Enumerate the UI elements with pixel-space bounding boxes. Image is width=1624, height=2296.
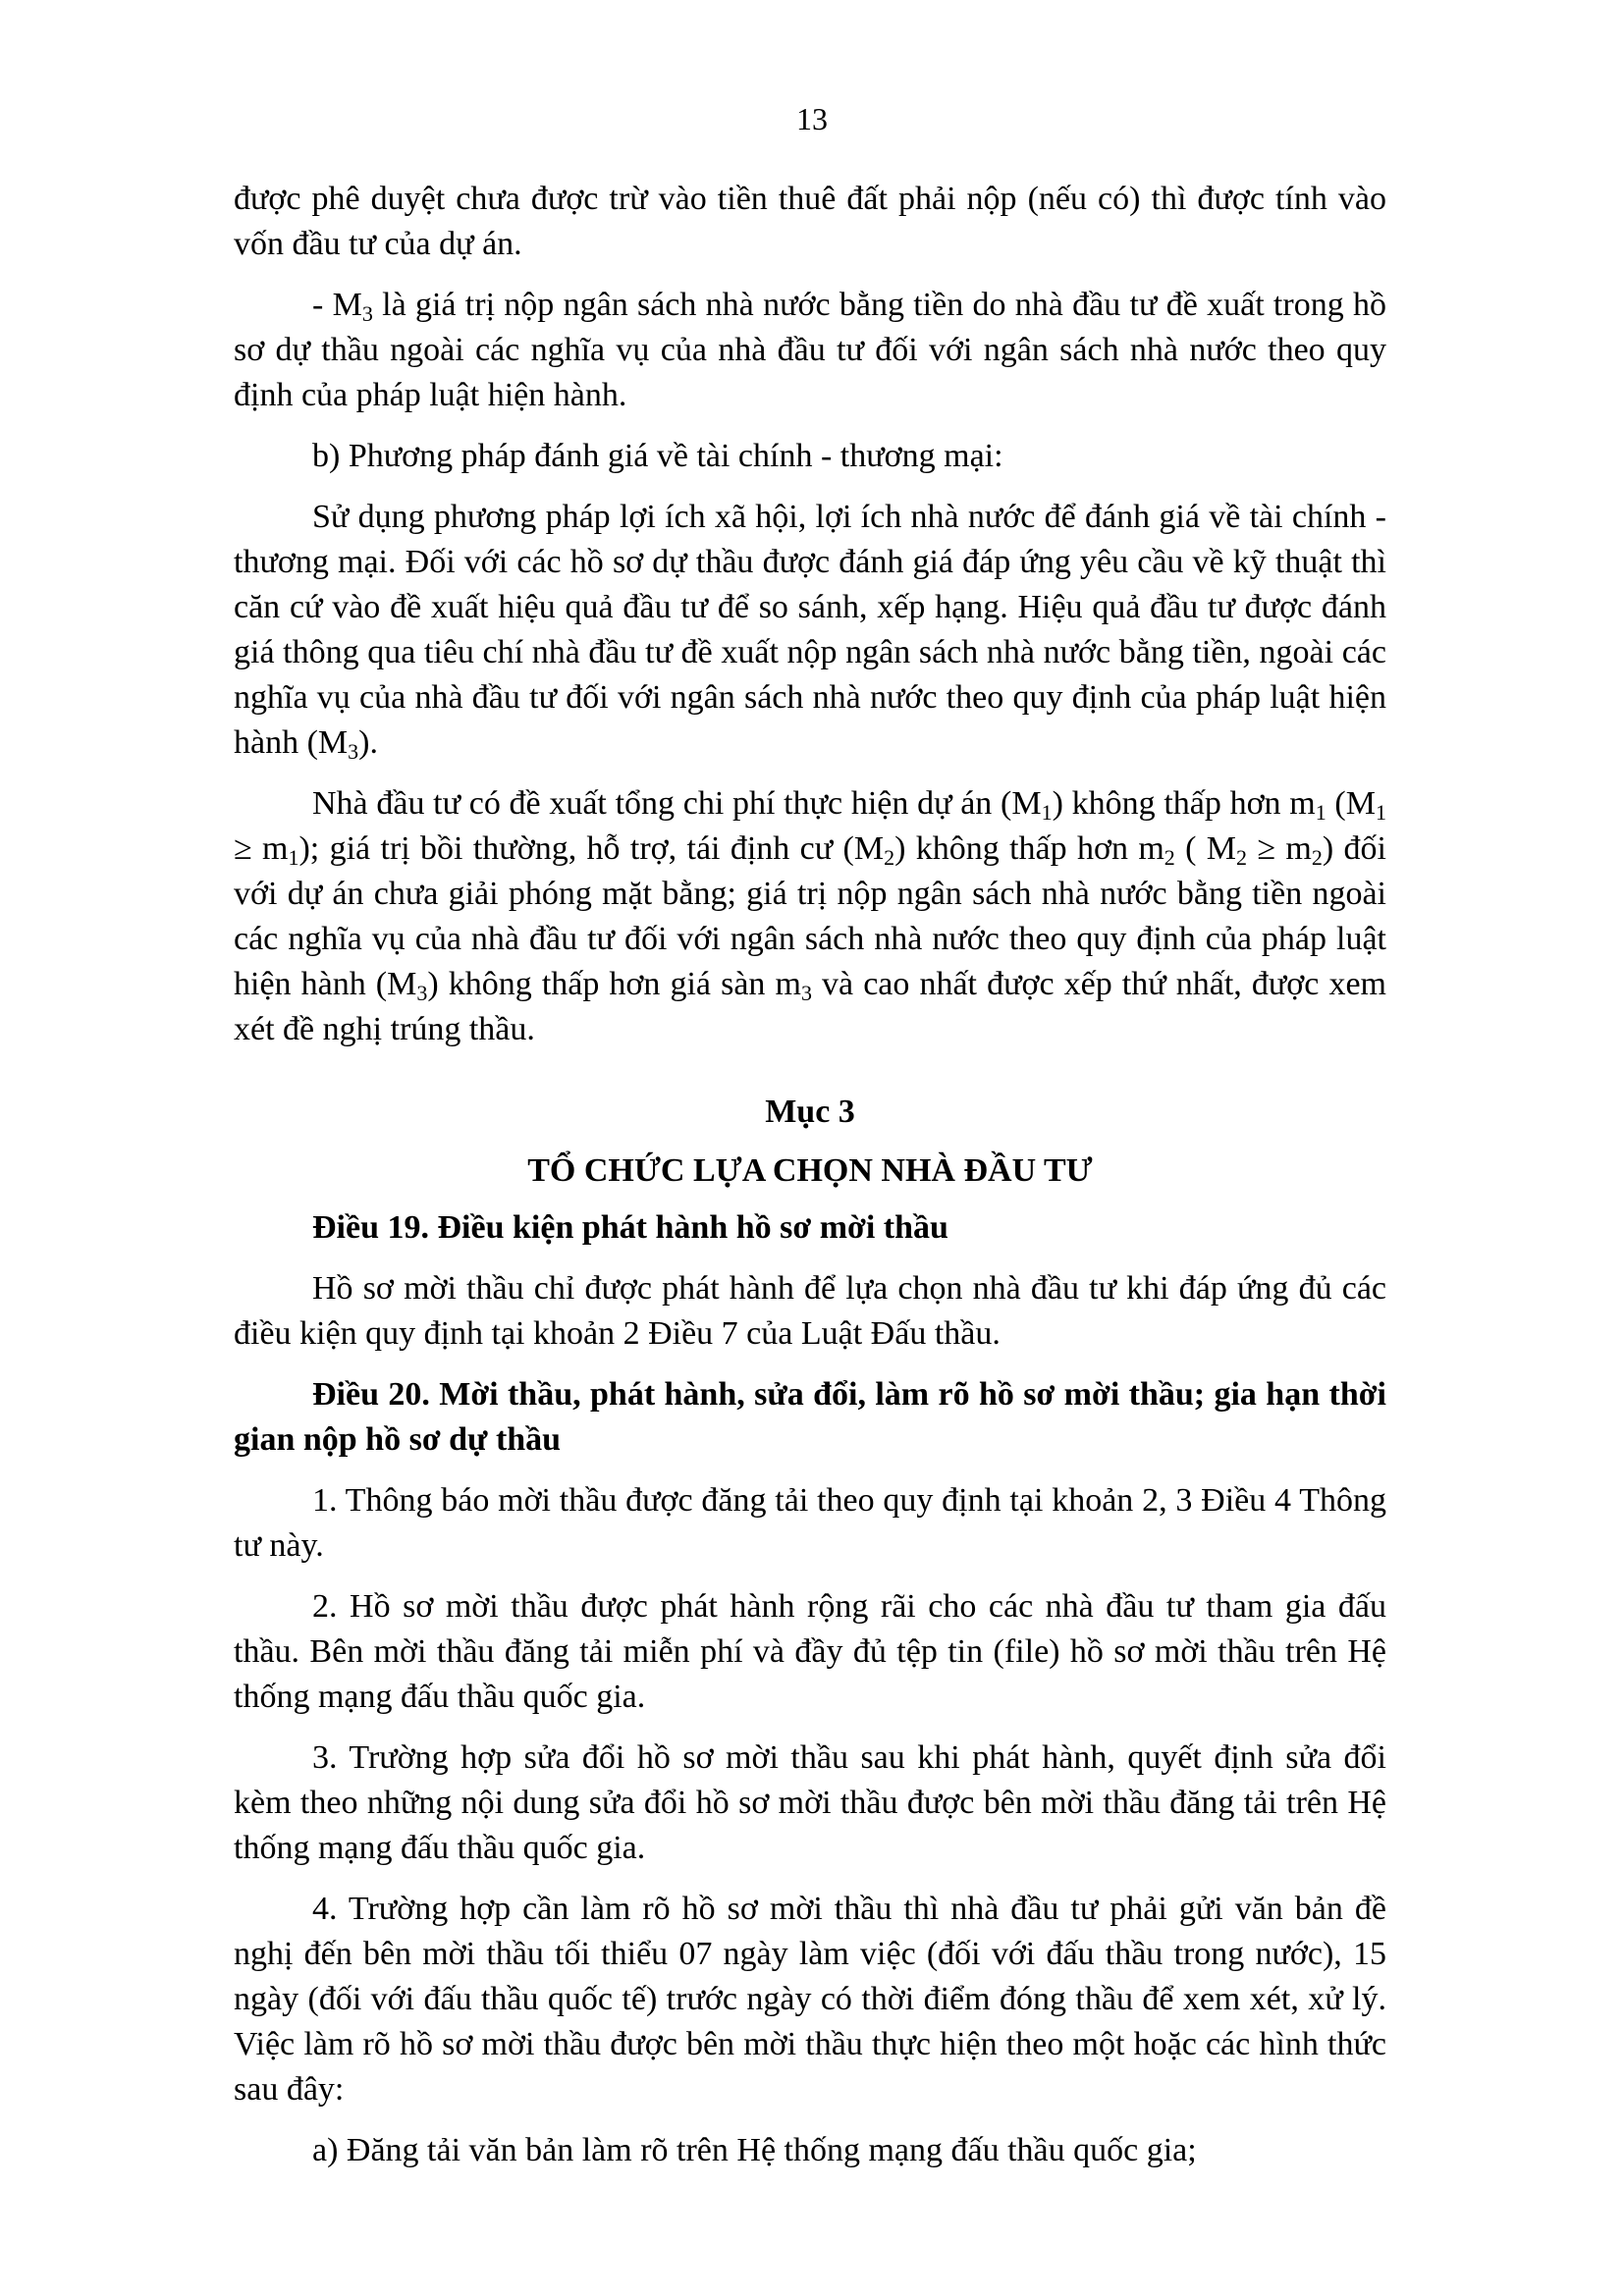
paragraph-ranking-condition: Nhà đầu tư có đề xuất tổng chi phí thực hiện dự án $(M_1)$ không thấp hơn $m_1$ $(M_1 \ge m_1)$; giá trị bồi thường, hỗ trợ, tái định cư $(M_2)$ không thấp hơn $m_2$ ( $M_2 \ge m_2$) đối với dự án chưa giải phóng mặt bằng; giá trị nộp ngân sách nhà nước bằng tiền ngoài các nghĩa vụ của nhà đầu tư đối với ngân sách nhà nước theo quy định của pháp luật hiện hành $(M_3)$ không thấp hơn giá sàn $m_3$ và cao nhất được xếp thứ nhất, được xem xét đề nghị trúng thầu. [234, 785, 1386, 1047]
paragraph-continuation: được phê duyệt chưa được trừ vào tiền thuê đất phải nộp (nếu có) thì được tính vào vốn đầu tư của dự án. [234, 181, 1386, 262]
article-20-title: Điều 20. Mời thầu, phát hành, sửa đổi, làm rõ hồ sơ mời thầu; gia hạn thời gian nộp hồ sơ dự thầu [234, 1376, 1386, 1458]
article-19-title: Điều 19. Điều kiện phát hành hồ sơ mời thầu [312, 1209, 948, 1246]
section-label: Mục 3 [765, 1094, 855, 1130]
article-20-item-4a: a) Đăng tải văn bản làm rõ trên Hệ thống mạng đấu thầu quốc gia; [312, 2132, 1197, 2168]
page-number: 13 [796, 101, 828, 136]
document-body [234, 177, 1386, 2173]
article-20-item-1: 1. Thông báo mời thầu được đăng tải theo quy định tại khoản 2, 3 Điều 4 Thông tư này. [234, 1482, 1386, 1564]
paragraph-m3-definition: - $M_3$ là giá trị nộp ngân sách nhà nước bằng tiền do nhà đầu tư đề xuất trong hồ sơ dự thầu ngoài các nghĩa vụ của nhà đầu tư đối với ngân sách nhà nước theo quy định của pháp luật hiện hành. [234, 287, 1386, 413]
article-20-item-3: 3. Trường hợp sửa đổi hồ sơ mời thầu sau khi phát hành, quyết định sửa đổi kèm theo những nội dung sửa đổi hồ sơ mời thầu được bên mời thầu đăng tải trên Hệ thống mạng đấu thầu quốc gia. [234, 1739, 1386, 1866]
article-19-body: Hồ sơ mời thầu chỉ được phát hành để lựa chọn nhà đầu tư khi đáp ứng đủ các điều kiện quy định tại khoản 2 Điều 7 của Luật Đấu thầu. [234, 1270, 1386, 1352]
paragraph-method-description: Sử dụng phương pháp lợi ích xã hội, lợi ích nhà nước để đánh giá về tài chính - thương mại. Đối với các hồ sơ dự thầu được đánh giá đáp ứng yêu cầu về kỹ thuật thì căn cứ vào đề xuất hiệu quả đầu tư để so sánh, xếp hạng. Hiệu quả đầu tư được đánh giá thông qua tiêu chí nhà đầu tư đề xuất nộp ngân sách nhà nước bằng tiền, ngoài các nghĩa vụ của nhà đầu tư đối với ngân sách nhà nước theo quy định của pháp luật hiện hành $(M_3)$. [234, 499, 1386, 764]
section-title: TỔ CHỨC LỰA CHỌN NHÀ ĐẦU TƯ [527, 1152, 1093, 1189]
paragraph-method-heading: b) Phương pháp đánh giá về tài chính - thương mại: [312, 438, 1003, 474]
article-20-item-2: 2. Hồ sơ mời thầu được phát hành rộng rãi cho các nhà đầu tư tham gia đấu thầu. Bên mời thầu đăng tải miễn phí và đầy đủ tệp tin (file) hồ sơ mời thầu trên Hệ thống mạng đấu thầu quốc gia. [234, 1588, 1386, 1715]
article-20-item-4: 4. Trường hợp cần làm rõ hồ sơ mời thầu thì nhà đầu tư phải gửi văn bản đề nghị đến bên mời thầu tối thiểu 07 ngày làm việc (đối với đấu thầu trong nước), 15 ngày (đối với đấu thầu quốc tế) trước ngày có thời điểm đóng thầu để xem xét, xử lý. Việc làm rõ hồ sơ mời thầu được bên mời thầu thực hiện theo một hoặc các hình thức sau đây: [234, 1891, 1386, 2108]
